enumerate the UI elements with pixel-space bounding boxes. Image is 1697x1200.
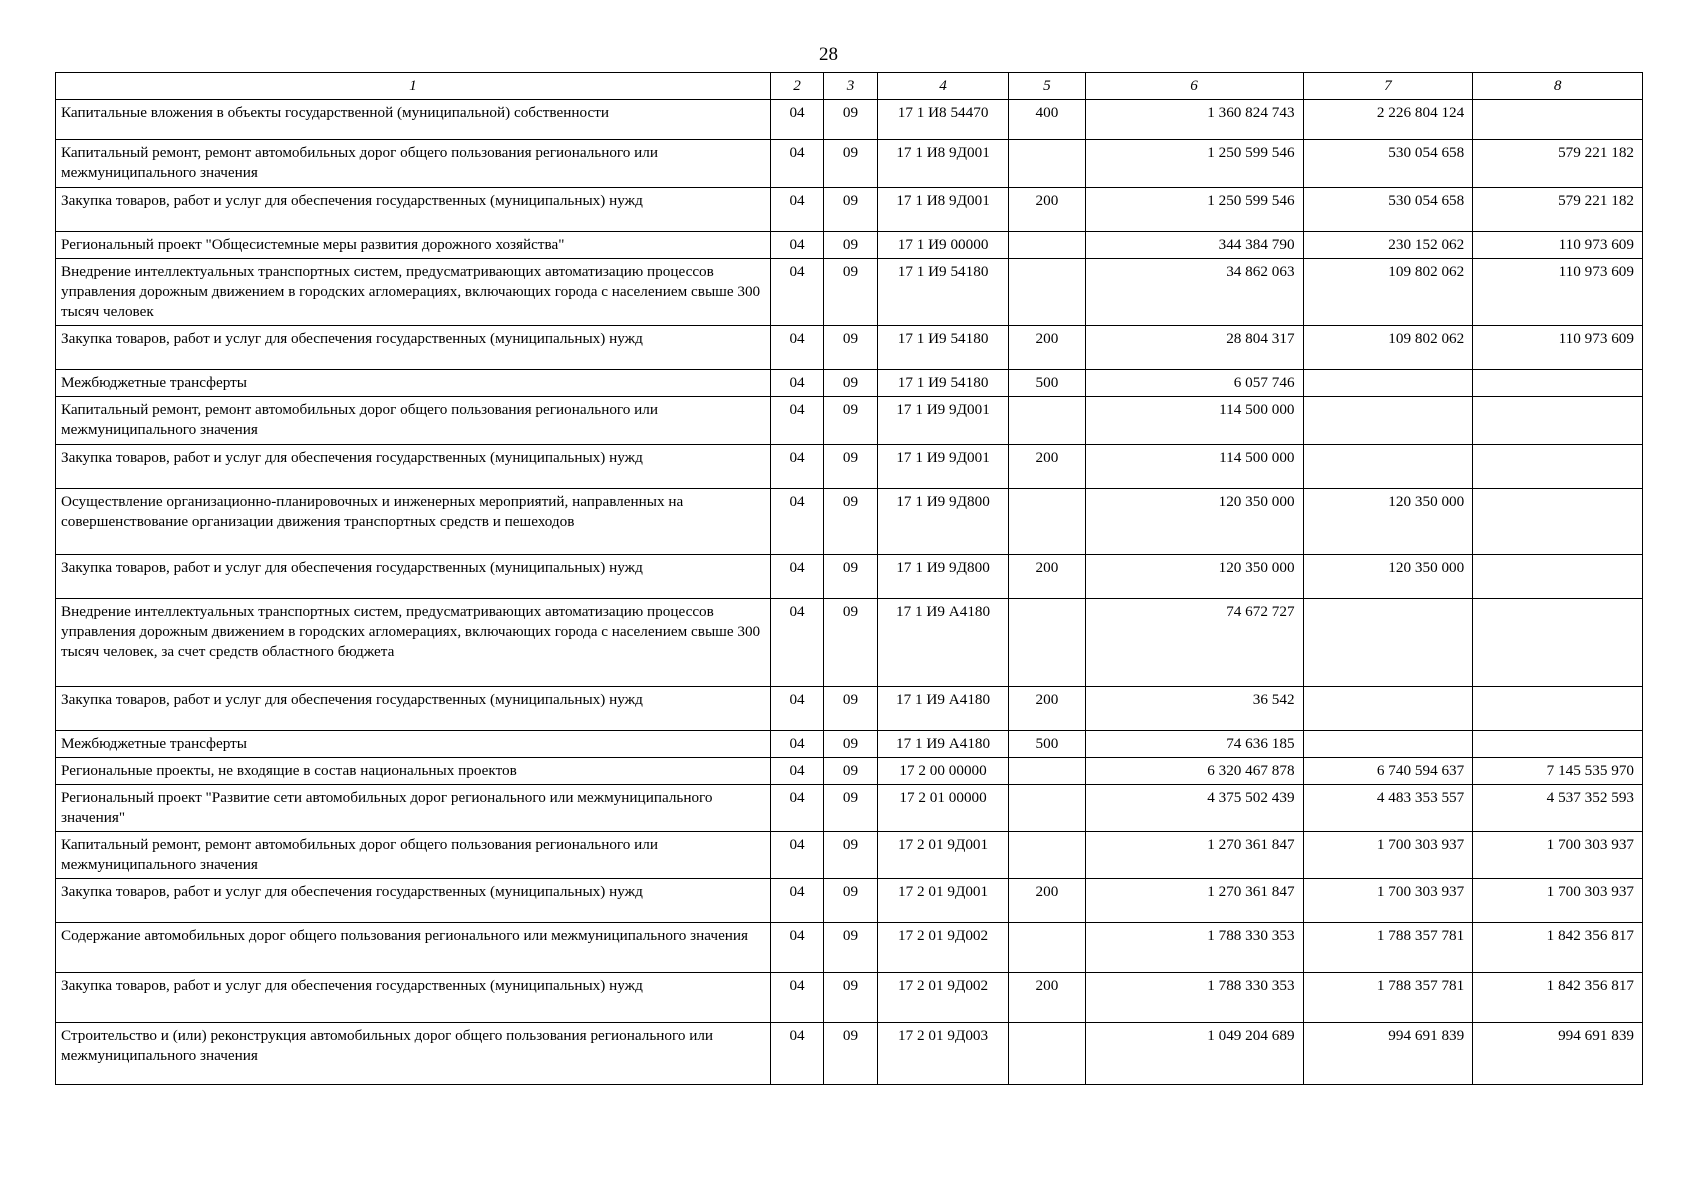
amount-year3-cell (1473, 397, 1643, 444)
table-header-row (56, 73, 1643, 100)
expense-type-cell (1009, 784, 1085, 831)
section-code-cell: 04 (770, 554, 823, 598)
amount-year2-cell: 6 740 594 637 (1303, 757, 1473, 784)
column-header: 3 (824, 73, 877, 100)
table-row (56, 397, 1643, 444)
section-code-cell: 04 (770, 188, 823, 232)
expense-name-cell: Межбюджетные трансферты (56, 730, 771, 757)
amount-year3-cell: 1 700 303 937 (1473, 878, 1643, 922)
target-article-cell: 17 2 01 9Д001 (877, 878, 1009, 922)
subsection-code-cell: 09 (824, 397, 877, 444)
target-article-cell: 17 1 И9 9Д800 (877, 554, 1009, 598)
amount-year2-cell (1303, 730, 1473, 757)
amount-year1-cell: 114 500 000 (1085, 444, 1303, 488)
subsection-code-cell: 09 (824, 972, 877, 1022)
target-article-cell: 17 1 И9 9Д800 (877, 488, 1009, 554)
column-header: 4 (877, 73, 1009, 100)
subsection-code-cell: 09 (824, 259, 877, 326)
expense-name-cell: Закупка товаров, работ и услуг для обеспечения государственных (муниципальных) нужд (56, 686, 771, 730)
target-article-cell: 17 1 И9 54180 (877, 326, 1009, 370)
amount-year3-cell: 1 700 303 937 (1473, 831, 1643, 878)
expense-name-cell: Закупка товаров, работ и услуг для обеспечения государственных (муниципальных) нужд (56, 188, 771, 232)
expense-name-cell: Закупка товаров, работ и услуг для обеспечения государственных (муниципальных) нужд (56, 326, 771, 370)
expense-type-cell (1009, 488, 1085, 554)
table-row (56, 100, 1643, 140)
amount-year2-cell: 1 700 303 937 (1303, 831, 1473, 878)
amount-year2-cell (1303, 370, 1473, 397)
amount-year1-cell: 34 862 063 (1085, 259, 1303, 326)
section-code-cell: 04 (770, 730, 823, 757)
section-code-cell: 04 (770, 1022, 823, 1084)
target-article-cell: 17 1 И9 54180 (877, 370, 1009, 397)
target-article-cell: 17 1 И9 А4180 (877, 730, 1009, 757)
subsection-code-cell: 09 (824, 1022, 877, 1084)
amount-year3-cell: 579 221 182 (1473, 140, 1643, 188)
section-code-cell: 04 (770, 397, 823, 444)
column-header: 5 (1009, 73, 1085, 100)
expense-type-cell (1009, 831, 1085, 878)
expense-type-cell: 200 (1009, 686, 1085, 730)
amount-year3-cell (1473, 488, 1643, 554)
table-row (56, 444, 1643, 488)
amount-year1-cell: 6 057 746 (1085, 370, 1303, 397)
subsection-code-cell: 09 (824, 232, 877, 259)
target-article-cell: 17 1 И9 А4180 (877, 686, 1009, 730)
amount-year3-cell: 110 973 609 (1473, 326, 1643, 370)
subsection-code-cell: 09 (824, 878, 877, 922)
expense-name-cell: Региональный проект "Общесистемные меры развития дорожного хозяйства" (56, 232, 771, 259)
subsection-code-cell: 09 (824, 757, 877, 784)
amount-year3-cell: 110 973 609 (1473, 259, 1643, 326)
section-code-cell: 04 (770, 784, 823, 831)
subsection-code-cell: 09 (824, 831, 877, 878)
target-article-cell: 17 2 00 00000 (877, 757, 1009, 784)
amount-year3-cell: 4 537 352 593 (1473, 784, 1643, 831)
table-row (56, 878, 1643, 922)
section-code-cell: 04 (770, 922, 823, 972)
amount-year3-cell: 1 842 356 817 (1473, 972, 1643, 1022)
expense-type-cell (1009, 598, 1085, 686)
expense-type-cell (1009, 757, 1085, 784)
subsection-code-cell: 09 (824, 598, 877, 686)
amount-year3-cell: 7 145 535 970 (1473, 757, 1643, 784)
target-article-cell: 17 2 01 9Д001 (877, 831, 1009, 878)
expense-name-cell: Межбюджетные трансферты (56, 370, 771, 397)
target-article-cell: 17 1 И9 А4180 (877, 598, 1009, 686)
column-header: 1 (56, 73, 771, 100)
subsection-code-cell: 09 (824, 554, 877, 598)
amount-year2-cell (1303, 598, 1473, 686)
expense-name-cell: Содержание автомобильных дорог общего пользования регионального или межмуниципального значения (56, 922, 771, 972)
expense-name-cell: Капитальный ремонт, ремонт автомобильных дорог общего пользования регионального или межмуниципального значения (56, 397, 771, 444)
amount-year1-cell: 74 636 185 (1085, 730, 1303, 757)
amount-year2-cell: 2 226 804 124 (1303, 100, 1473, 140)
expense-name-cell: Региональный проект "Развитие сети автомобильных дорог регионального или межмуниципального значения" (56, 784, 771, 831)
expense-type-cell (1009, 397, 1085, 444)
target-article-cell: 17 2 01 9Д003 (877, 1022, 1009, 1084)
subsection-code-cell: 09 (824, 100, 877, 140)
expense-type-cell: 200 (1009, 326, 1085, 370)
expense-type-cell (1009, 259, 1085, 326)
table-row (56, 784, 1643, 831)
amount-year1-cell: 1 250 599 546 (1085, 140, 1303, 188)
expense-name-cell: Закупка товаров, работ и услуг для обеспечения государственных (муниципальных) нужд (56, 972, 771, 1022)
expense-type-cell: 200 (1009, 444, 1085, 488)
expense-type-cell (1009, 140, 1085, 188)
amount-year2-cell: 530 054 658 (1303, 188, 1473, 232)
target-article-cell: 17 2 01 9Д002 (877, 972, 1009, 1022)
subsection-code-cell: 09 (824, 188, 877, 232)
subsection-code-cell: 09 (824, 488, 877, 554)
expense-type-cell: 200 (1009, 188, 1085, 232)
expense-name-cell: Закупка товаров, работ и услуг для обеспечения государственных (муниципальных) нужд (56, 444, 771, 488)
amount-year2-cell: 109 802 062 (1303, 259, 1473, 326)
section-code-cell: 04 (770, 598, 823, 686)
target-article-cell: 17 1 И8 54470 (877, 100, 1009, 140)
section-code-cell: 04 (770, 972, 823, 1022)
section-code-cell: 04 (770, 488, 823, 554)
table-row (56, 370, 1643, 397)
table-row (56, 188, 1643, 232)
amount-year1-cell: 4 375 502 439 (1085, 784, 1303, 831)
table-row (56, 598, 1643, 686)
expense-type-cell (1009, 232, 1085, 259)
amount-year2-cell: 109 802 062 (1303, 326, 1473, 370)
table-row (56, 326, 1643, 370)
table-row (56, 972, 1643, 1022)
subsection-code-cell: 09 (824, 730, 877, 757)
amount-year1-cell: 344 384 790 (1085, 232, 1303, 259)
amount-year1-cell: 1 788 330 353 (1085, 972, 1303, 1022)
amount-year1-cell: 36 542 (1085, 686, 1303, 730)
expense-name-cell: Закупка товаров, работ и услуг для обеспечения государственных (муниципальных) нужд (56, 554, 771, 598)
section-code-cell: 04 (770, 370, 823, 397)
expense-type-cell: 500 (1009, 730, 1085, 757)
expense-name-cell: Капитальный ремонт, ремонт автомобильных дорог общего пользования регионального или межмуниципального значения (56, 140, 771, 188)
amount-year2-cell: 230 152 062 (1303, 232, 1473, 259)
amount-year2-cell: 120 350 000 (1303, 488, 1473, 554)
amount-year3-cell: 110 973 609 (1473, 232, 1643, 259)
amount-year1-cell: 1 270 361 847 (1085, 878, 1303, 922)
amount-year3-cell: 579 221 182 (1473, 188, 1643, 232)
table-row (56, 922, 1643, 972)
amount-year3-cell (1473, 598, 1643, 686)
table-row (56, 259, 1643, 326)
expense-name-cell: Внедрение интеллектуальных транспортных систем, предусматривающих автоматизацию процессов управления дорожным движением в городских агломерациях, включающих города с населением свыше 300 тысяч человек (56, 259, 771, 326)
amount-year1-cell: 120 350 000 (1085, 554, 1303, 598)
amount-year1-cell: 1 270 361 847 (1085, 831, 1303, 878)
amount-year3-cell: 1 842 356 817 (1473, 922, 1643, 972)
amount-year2-cell (1303, 444, 1473, 488)
target-article-cell: 17 1 И9 00000 (877, 232, 1009, 259)
subsection-code-cell: 09 (824, 444, 877, 488)
expense-type-cell: 200 (1009, 554, 1085, 598)
amount-year1-cell: 120 350 000 (1085, 488, 1303, 554)
amount-year1-cell: 1 788 330 353 (1085, 922, 1303, 972)
amount-year1-cell: 1 360 824 743 (1085, 100, 1303, 140)
target-article-cell: 17 1 И8 9Д001 (877, 140, 1009, 188)
table-row (56, 730, 1643, 757)
subsection-code-cell: 09 (824, 140, 877, 188)
target-article-cell: 17 1 И9 9Д001 (877, 397, 1009, 444)
amount-year3-cell (1473, 730, 1643, 757)
expense-name-cell: Внедрение интеллектуальных транспортных систем, предусматривающих автоматизацию процессов управления дорожным движением в городских агломерациях, включающих города с населением свыше 300 тысяч человек, за счет средств областного бюджета (56, 598, 771, 686)
budget-table (55, 72, 1643, 1085)
expense-type-cell (1009, 922, 1085, 972)
amount-year2-cell (1303, 686, 1473, 730)
amount-year3-cell (1473, 686, 1643, 730)
budget-table-container (0, 72, 1697, 1085)
expense-name-cell: Региональные проекты, не входящие в состав национальных проектов (56, 757, 771, 784)
expense-type-cell: 200 (1009, 878, 1085, 922)
expense-name-cell: Капитальные вложения в объекты государственной (муниципальной) собственности (56, 100, 771, 140)
subsection-code-cell: 09 (824, 686, 877, 730)
section-code-cell: 04 (770, 259, 823, 326)
amount-year2-cell: 1 788 357 781 (1303, 922, 1473, 972)
expense-type-cell: 500 (1009, 370, 1085, 397)
amount-year1-cell: 114 500 000 (1085, 397, 1303, 444)
section-code-cell: 04 (770, 831, 823, 878)
expense-type-cell: 200 (1009, 972, 1085, 1022)
amount-year2-cell: 530 054 658 (1303, 140, 1473, 188)
column-header: 2 (770, 73, 823, 100)
expense-name-cell: Капитальный ремонт, ремонт автомобильных дорог общего пользования регионального или межмуниципального значения (56, 831, 771, 878)
table-row (56, 686, 1643, 730)
amount-year3-cell: 994 691 839 (1473, 1022, 1643, 1084)
section-code-cell: 04 (770, 232, 823, 259)
amount-year3-cell (1473, 370, 1643, 397)
column-header: 8 (1473, 73, 1643, 100)
target-article-cell: 17 1 И8 9Д001 (877, 188, 1009, 232)
amount-year3-cell (1473, 100, 1643, 140)
subsection-code-cell: 09 (824, 784, 877, 831)
amount-year1-cell: 6 320 467 878 (1085, 757, 1303, 784)
target-article-cell: 17 2 01 00000 (877, 784, 1009, 831)
table-row (56, 554, 1643, 598)
target-article-cell: 17 1 И9 9Д001 (877, 444, 1009, 488)
amount-year2-cell: 994 691 839 (1303, 1022, 1473, 1084)
table-row (56, 831, 1643, 878)
target-article-cell: 17 2 01 9Д002 (877, 922, 1009, 972)
table-row (56, 140, 1643, 188)
expense-name-cell: Закупка товаров, работ и услуг для обеспечения государственных (муниципальных) нужд (56, 878, 771, 922)
amount-year1-cell: 1 049 204 689 (1085, 1022, 1303, 1084)
amount-year3-cell (1473, 444, 1643, 488)
amount-year1-cell: 28 804 317 (1085, 326, 1303, 370)
column-header: 7 (1303, 73, 1473, 100)
section-code-cell: 04 (770, 326, 823, 370)
amount-year2-cell: 4 483 353 557 (1303, 784, 1473, 831)
target-article-cell: 17 1 И9 54180 (877, 259, 1009, 326)
page-number: 28 (819, 44, 838, 65)
section-code-cell: 04 (770, 878, 823, 922)
amount-year3-cell (1473, 554, 1643, 598)
table-row (56, 232, 1643, 259)
amount-year2-cell: 120 350 000 (1303, 554, 1473, 598)
section-code-cell: 04 (770, 686, 823, 730)
subsection-code-cell: 09 (824, 370, 877, 397)
expense-type-cell (1009, 1022, 1085, 1084)
section-code-cell: 04 (770, 100, 823, 140)
amount-year1-cell: 74 672 727 (1085, 598, 1303, 686)
expense-name-cell: Строительство и (или) реконструкция автомобильных дорог общего пользования регионального или межмуниципального значения (56, 1022, 771, 1084)
table-row (56, 488, 1643, 554)
column-header: 6 (1085, 73, 1303, 100)
table-row (56, 1022, 1643, 1084)
subsection-code-cell: 09 (824, 326, 877, 370)
amount-year1-cell: 1 250 599 546 (1085, 188, 1303, 232)
section-code-cell: 04 (770, 140, 823, 188)
section-code-cell: 04 (770, 757, 823, 784)
amount-year2-cell: 1 700 303 937 (1303, 878, 1473, 922)
table-row (56, 757, 1643, 784)
amount-year2-cell: 1 788 357 781 (1303, 972, 1473, 1022)
amount-year2-cell (1303, 397, 1473, 444)
expense-name-cell: Осуществление организационно-планировочных и инженерных мероприятий, направленных на совершенствование организации движения транспортных средств и пешеходов (56, 488, 771, 554)
expense-type-cell: 400 (1009, 100, 1085, 140)
subsection-code-cell: 09 (824, 922, 877, 972)
section-code-cell: 04 (770, 444, 823, 488)
